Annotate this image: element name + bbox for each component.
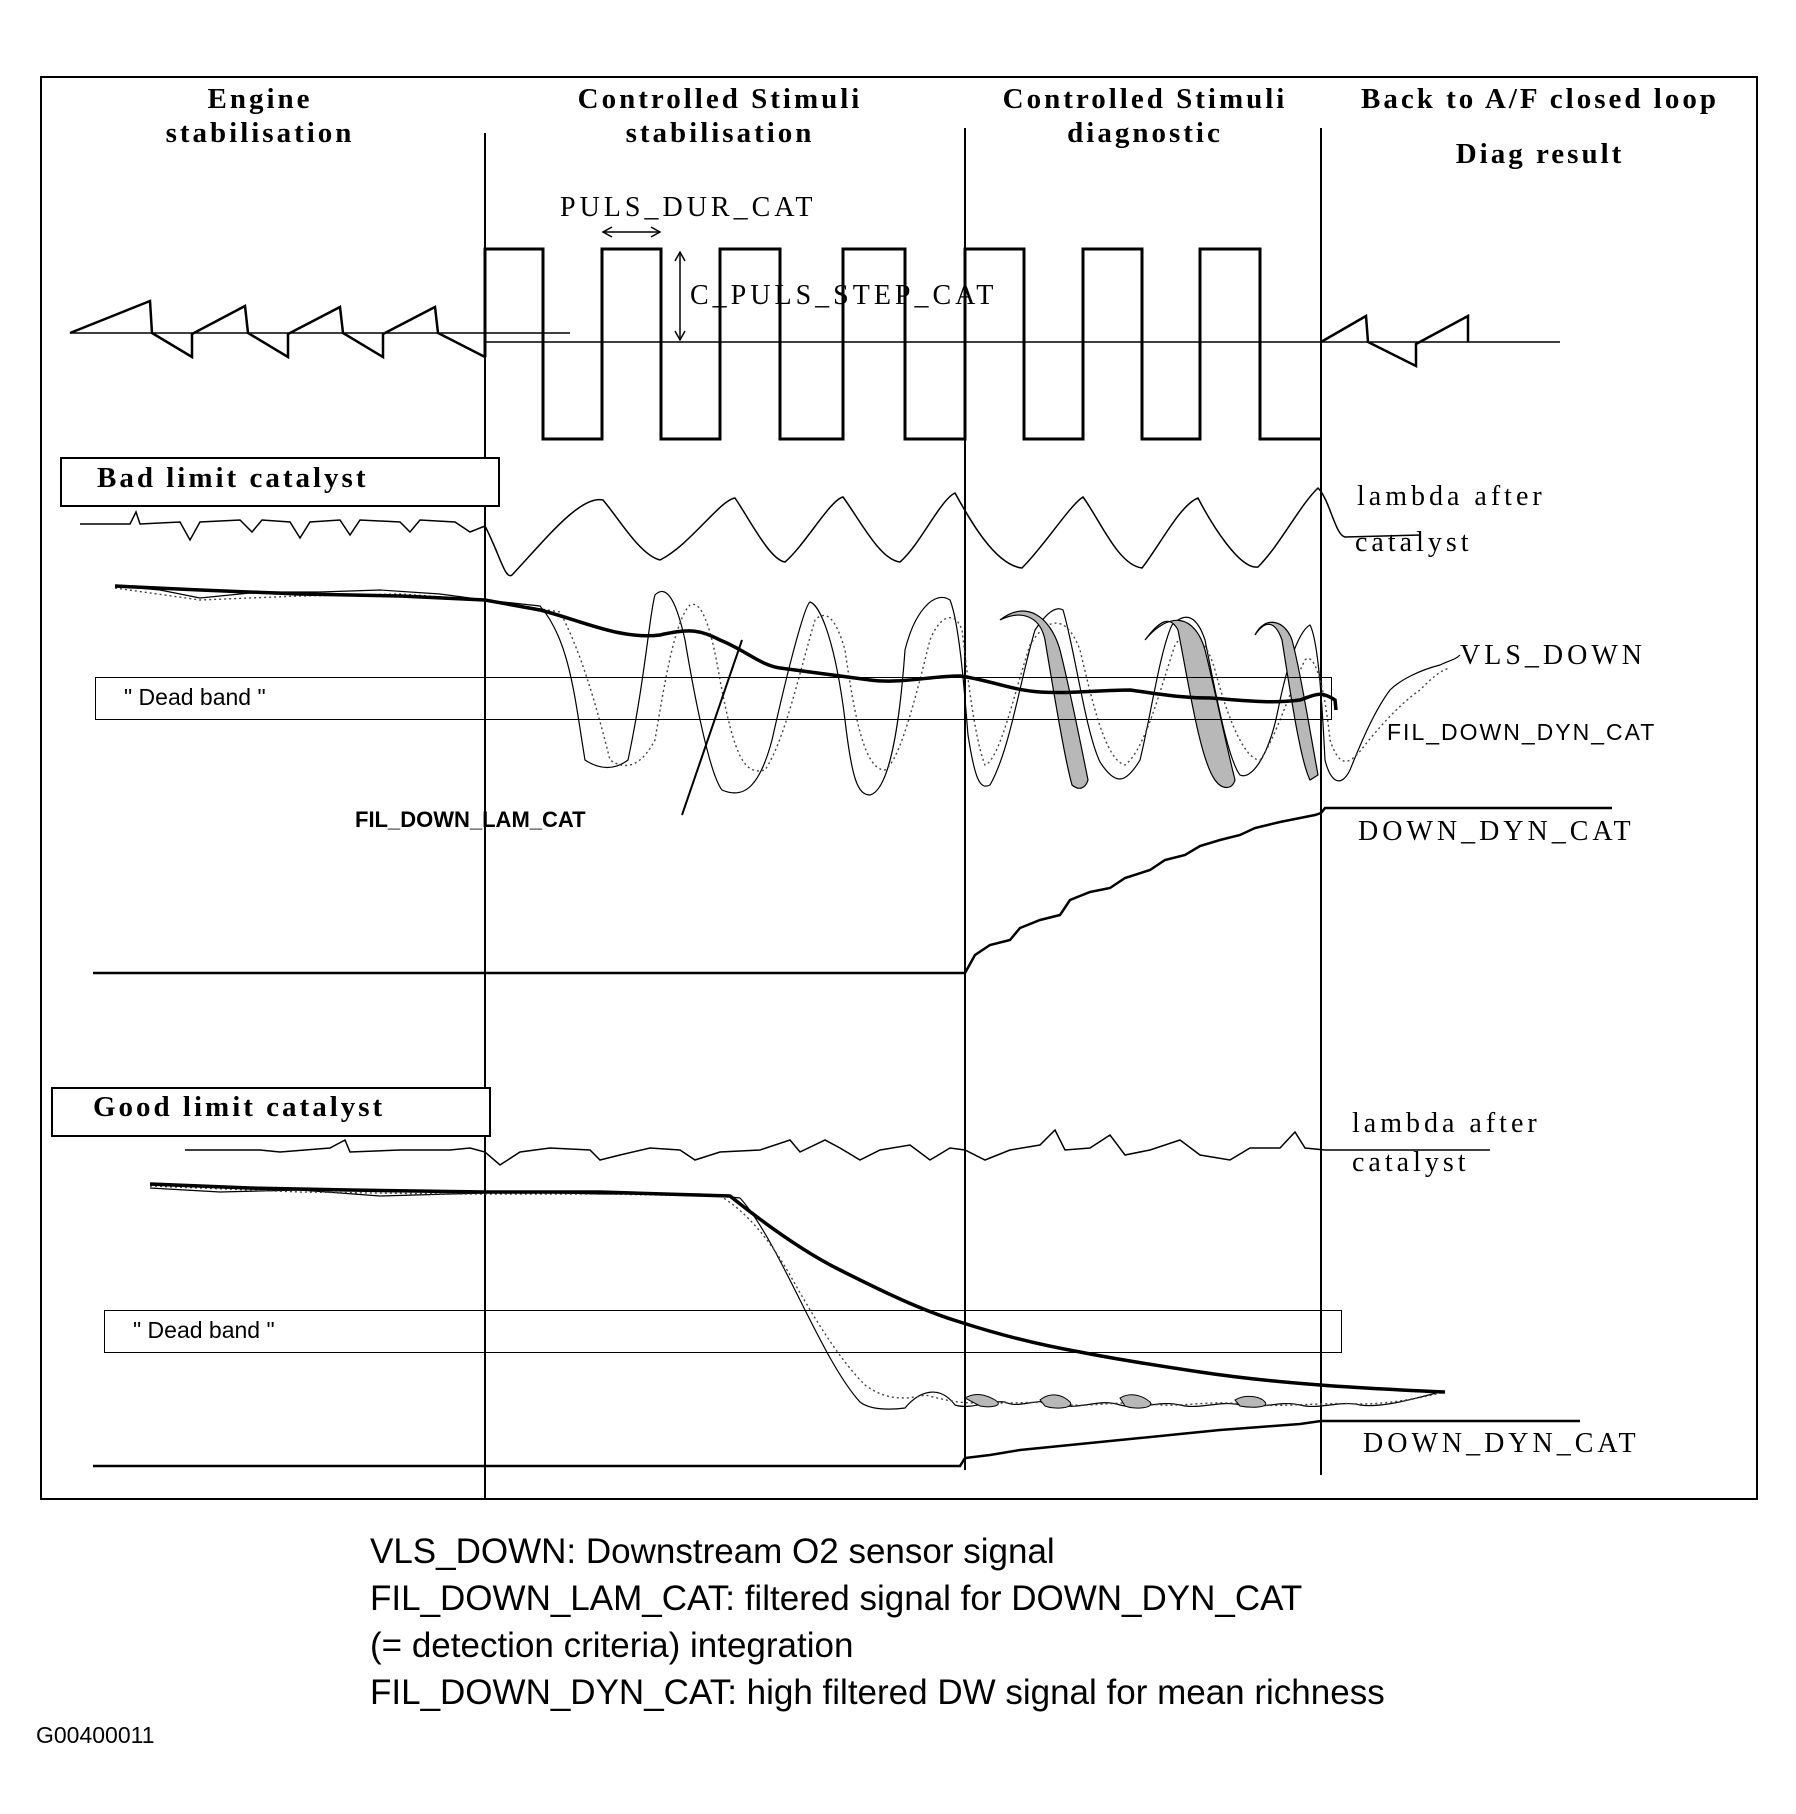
fil-down-lam-good-shading: [965, 1394, 1266, 1408]
dead-band-1-label: " Dead band ": [124, 684, 266, 710]
dead-band-2-label: " Dead band ": [133, 1317, 275, 1343]
phase-cs-diagnostic: Controlled Stimuli diagnostic: [1002, 83, 1288, 149]
catalyst-label-1: catalyst: [1355, 527, 1473, 558]
puls-dur-cat-label: PULS_DUR_CAT: [560, 192, 817, 223]
fil-down-lam-pointer: [682, 640, 742, 815]
c-puls-step-cat-label: C_PULS_STEP_CAT: [690, 280, 998, 311]
phase-back-to-closed-loop: Back to A/F closed loop: [1361, 83, 1719, 115]
catalyst-label-2: catalyst: [1352, 1147, 1470, 1178]
legend: [370, 1528, 1385, 1716]
legend-line-4: FIL_DOWN_DYN_CAT: high filtered DW signal for mean richness: [370, 1673, 1385, 1712]
vls-down-label: VLS_DOWN: [1460, 640, 1646, 671]
lambda-after-label-2: lambda after: [1352, 1108, 1541, 1139]
phase-cs-stabilisation: Controlled Stimuli stabilisation: [577, 83, 863, 149]
dead-band-1: [95, 677, 1332, 720]
down-dyn-good-trace: [93, 1421, 1580, 1466]
fil-down-lam-cat-label: FIL_DOWN_LAM_CAT: [355, 807, 586, 832]
vls-down-good-trace: [150, 1188, 1440, 1409]
lambda-after-label-1: lambda after: [1357, 481, 1546, 512]
phase-engine-stabilisation: Engine stabilisation: [165, 83, 355, 149]
down-dyn-cat-label-2: DOWN_DYN_CAT: [1363, 1428, 1640, 1459]
legend-line-2: FIL_DOWN_LAM_CAT: filtered signal for DOWN_DYN_CAT: [370, 1579, 1303, 1618]
fil-down-dyn-cat-label: FIL_DOWN_DYN_CAT: [1387, 719, 1657, 745]
closed-loop-sawtooth-left: [70, 301, 485, 357]
bad-limit-catalyst-title: Bad limit catalyst: [97, 462, 369, 494]
phase-diag-result: Diag result: [1455, 138, 1625, 170]
figure-code: G00400011: [36, 1722, 155, 1748]
good-limit-catalyst-title: Good limit catalyst: [93, 1091, 386, 1123]
legend-line-1: VLS_DOWN: Downstream O2 sensor signal: [370, 1532, 1055, 1571]
stimuli-square-wave: [485, 249, 1321, 439]
legend-line-3: (= detection criteria) integration: [370, 1626, 854, 1665]
dead-band-2: [104, 1310, 1342, 1353]
closed-loop-sawtooth-right: [1321, 316, 1468, 366]
down-dyn-cat-label-1: DOWN_DYN_CAT: [1358, 816, 1635, 847]
